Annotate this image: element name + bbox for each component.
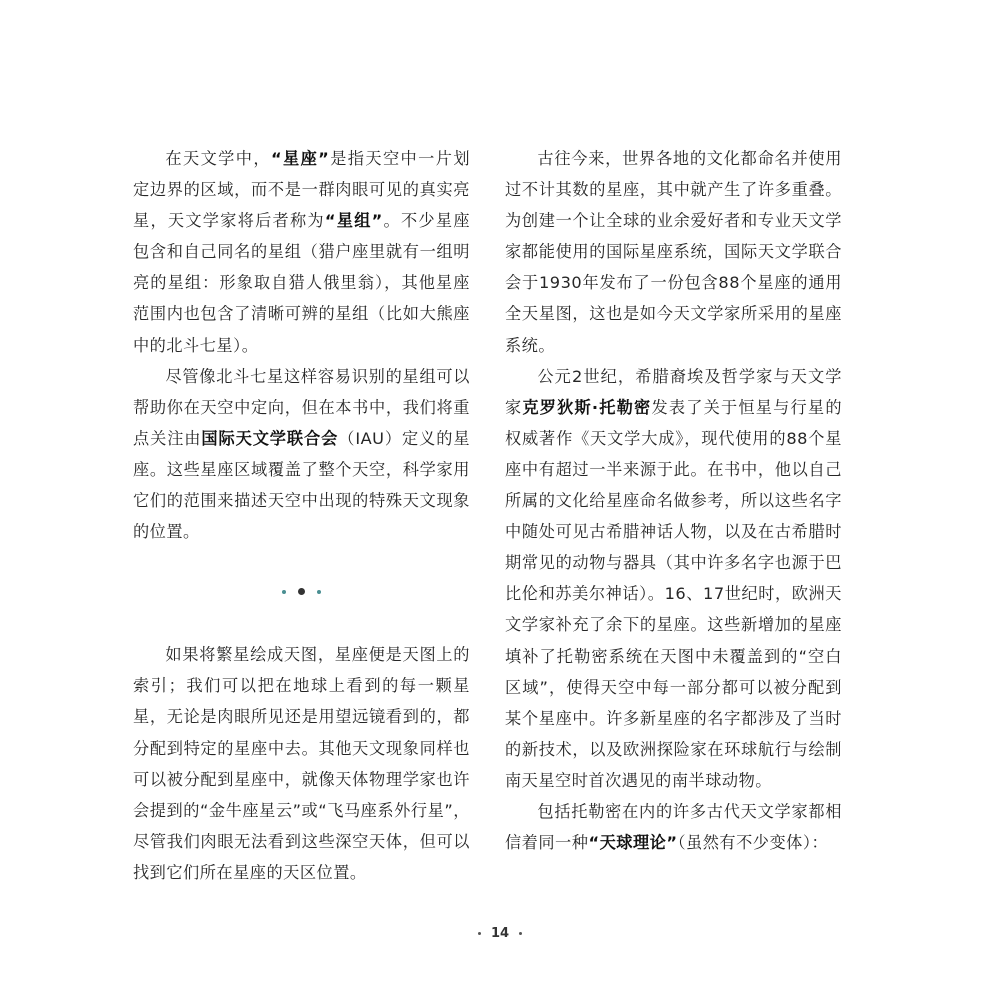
text-run: 发表了关于恒星与行星的权威著作《天文学大成》，现代使用的88个星座中有超过一半来源于此。在书中，他以自己所属的文化给星座命名做参考，所以这些名字中随处可见古希腊神话人物，以及在古希腊时期常见的动物与器具（其中许多名字也源于巴比伦和苏美尔神话）。16、17世纪时，欧洲天文学家补充了余下的星座。这些新增加的星座填补了托勒密系统在天图中未覆盖到的“空白区域”，使得天空中每一部分都可以被分配到某个星座中。许多新星座的名字都涉及了当时的新技术，以及欧洲探险家在环球航行与绘制南天星空时首次遇见的南半球动物。 [505, 397, 843, 790]
section-separator [133, 585, 470, 597]
separator-dot-icon [317, 590, 321, 594]
paragraph-celestial-sphere [505, 796, 842, 858]
right-column [505, 143, 842, 858]
paragraph-iau-constellations [133, 361, 470, 548]
folio-dot-icon [519, 932, 522, 935]
separator-dot-icon [298, 588, 305, 595]
term-ptolemy: 克罗狄斯·托勒密 [522, 397, 652, 417]
text-run: 在天文学中， [165, 149, 271, 168]
separator-dot-icon [282, 590, 286, 594]
term-constellation: “星座” [270, 149, 330, 168]
text-run: 是指天空中一片划定边界的区域，而不是一群肉眼可见的真实亮星，天文学家将后者称为 [133, 149, 471, 231]
term-asterism: “星组” [324, 211, 383, 231]
paragraph-sky-map-index: 如果将繁星绘成天图，星座便是天图上的索引；我们可以把在地球上看到的每一颗星星，无论是肉眼所见还是用望远镜看到的，都分配到特定的星座中去。其他天文现象同样也可以被分配到星座中，就像天体物理学家也许会提到的“金牛座星云”或“飞马座系外行星”，尽管我们肉眼无法看到这些深空天体，但可以找到它们所在星座的天区位置。 [133, 645, 470, 882]
text-run: 公元2世纪，希腊裔埃及哲学家与天文学家 [505, 366, 842, 417]
text-run: （虽然有不少变体）： [677, 833, 829, 853]
text-run: 。不少星座包含和自己同名的星组（猎户座里就有一组明亮的星组：形象取自猎人俄里翁），其他星座范围内也包含了清晰可辨的星组（比如大熊座中的北斗七星）。 [133, 211, 471, 355]
left-column [133, 143, 470, 888]
paragraph-ptolemy [505, 361, 842, 796]
term-celestial-sphere: “天球理论” [588, 833, 678, 853]
text-run: 包括托勒密在内的许多古代天文学家都相信着同一种 [505, 801, 842, 853]
paragraph-international-system: 古往今来，世界各地的文化都命名并使用过不计其数的星座，其中就产生了许多重叠。为创建一个让全球的业余爱好者和专业天文学家都能使用的国际星座系统，国际天文学联合会于1930年发布了一份包含88个星座的通用全天星图，这也是如今天文学家所采用的星座系统。 [505, 149, 842, 355]
page-number: 14 [490, 926, 510, 941]
text-run: 尽管像北斗七星这样容易识别的星组可以帮助你在天空中定向，但在本书中，我们将重点关注由 [133, 366, 470, 448]
term-iau: 国际天文学联合会 [201, 428, 339, 448]
paragraph-constellation-definition [133, 143, 470, 361]
text-run: （IAU）定义的星座。这些星座区域覆盖了整个天空，科学家用它们的范围来描述天空中出现的特殊天文现象的位置。 [133, 428, 471, 542]
folio-dot-icon [478, 932, 481, 935]
page-footer [0, 926, 1000, 941]
